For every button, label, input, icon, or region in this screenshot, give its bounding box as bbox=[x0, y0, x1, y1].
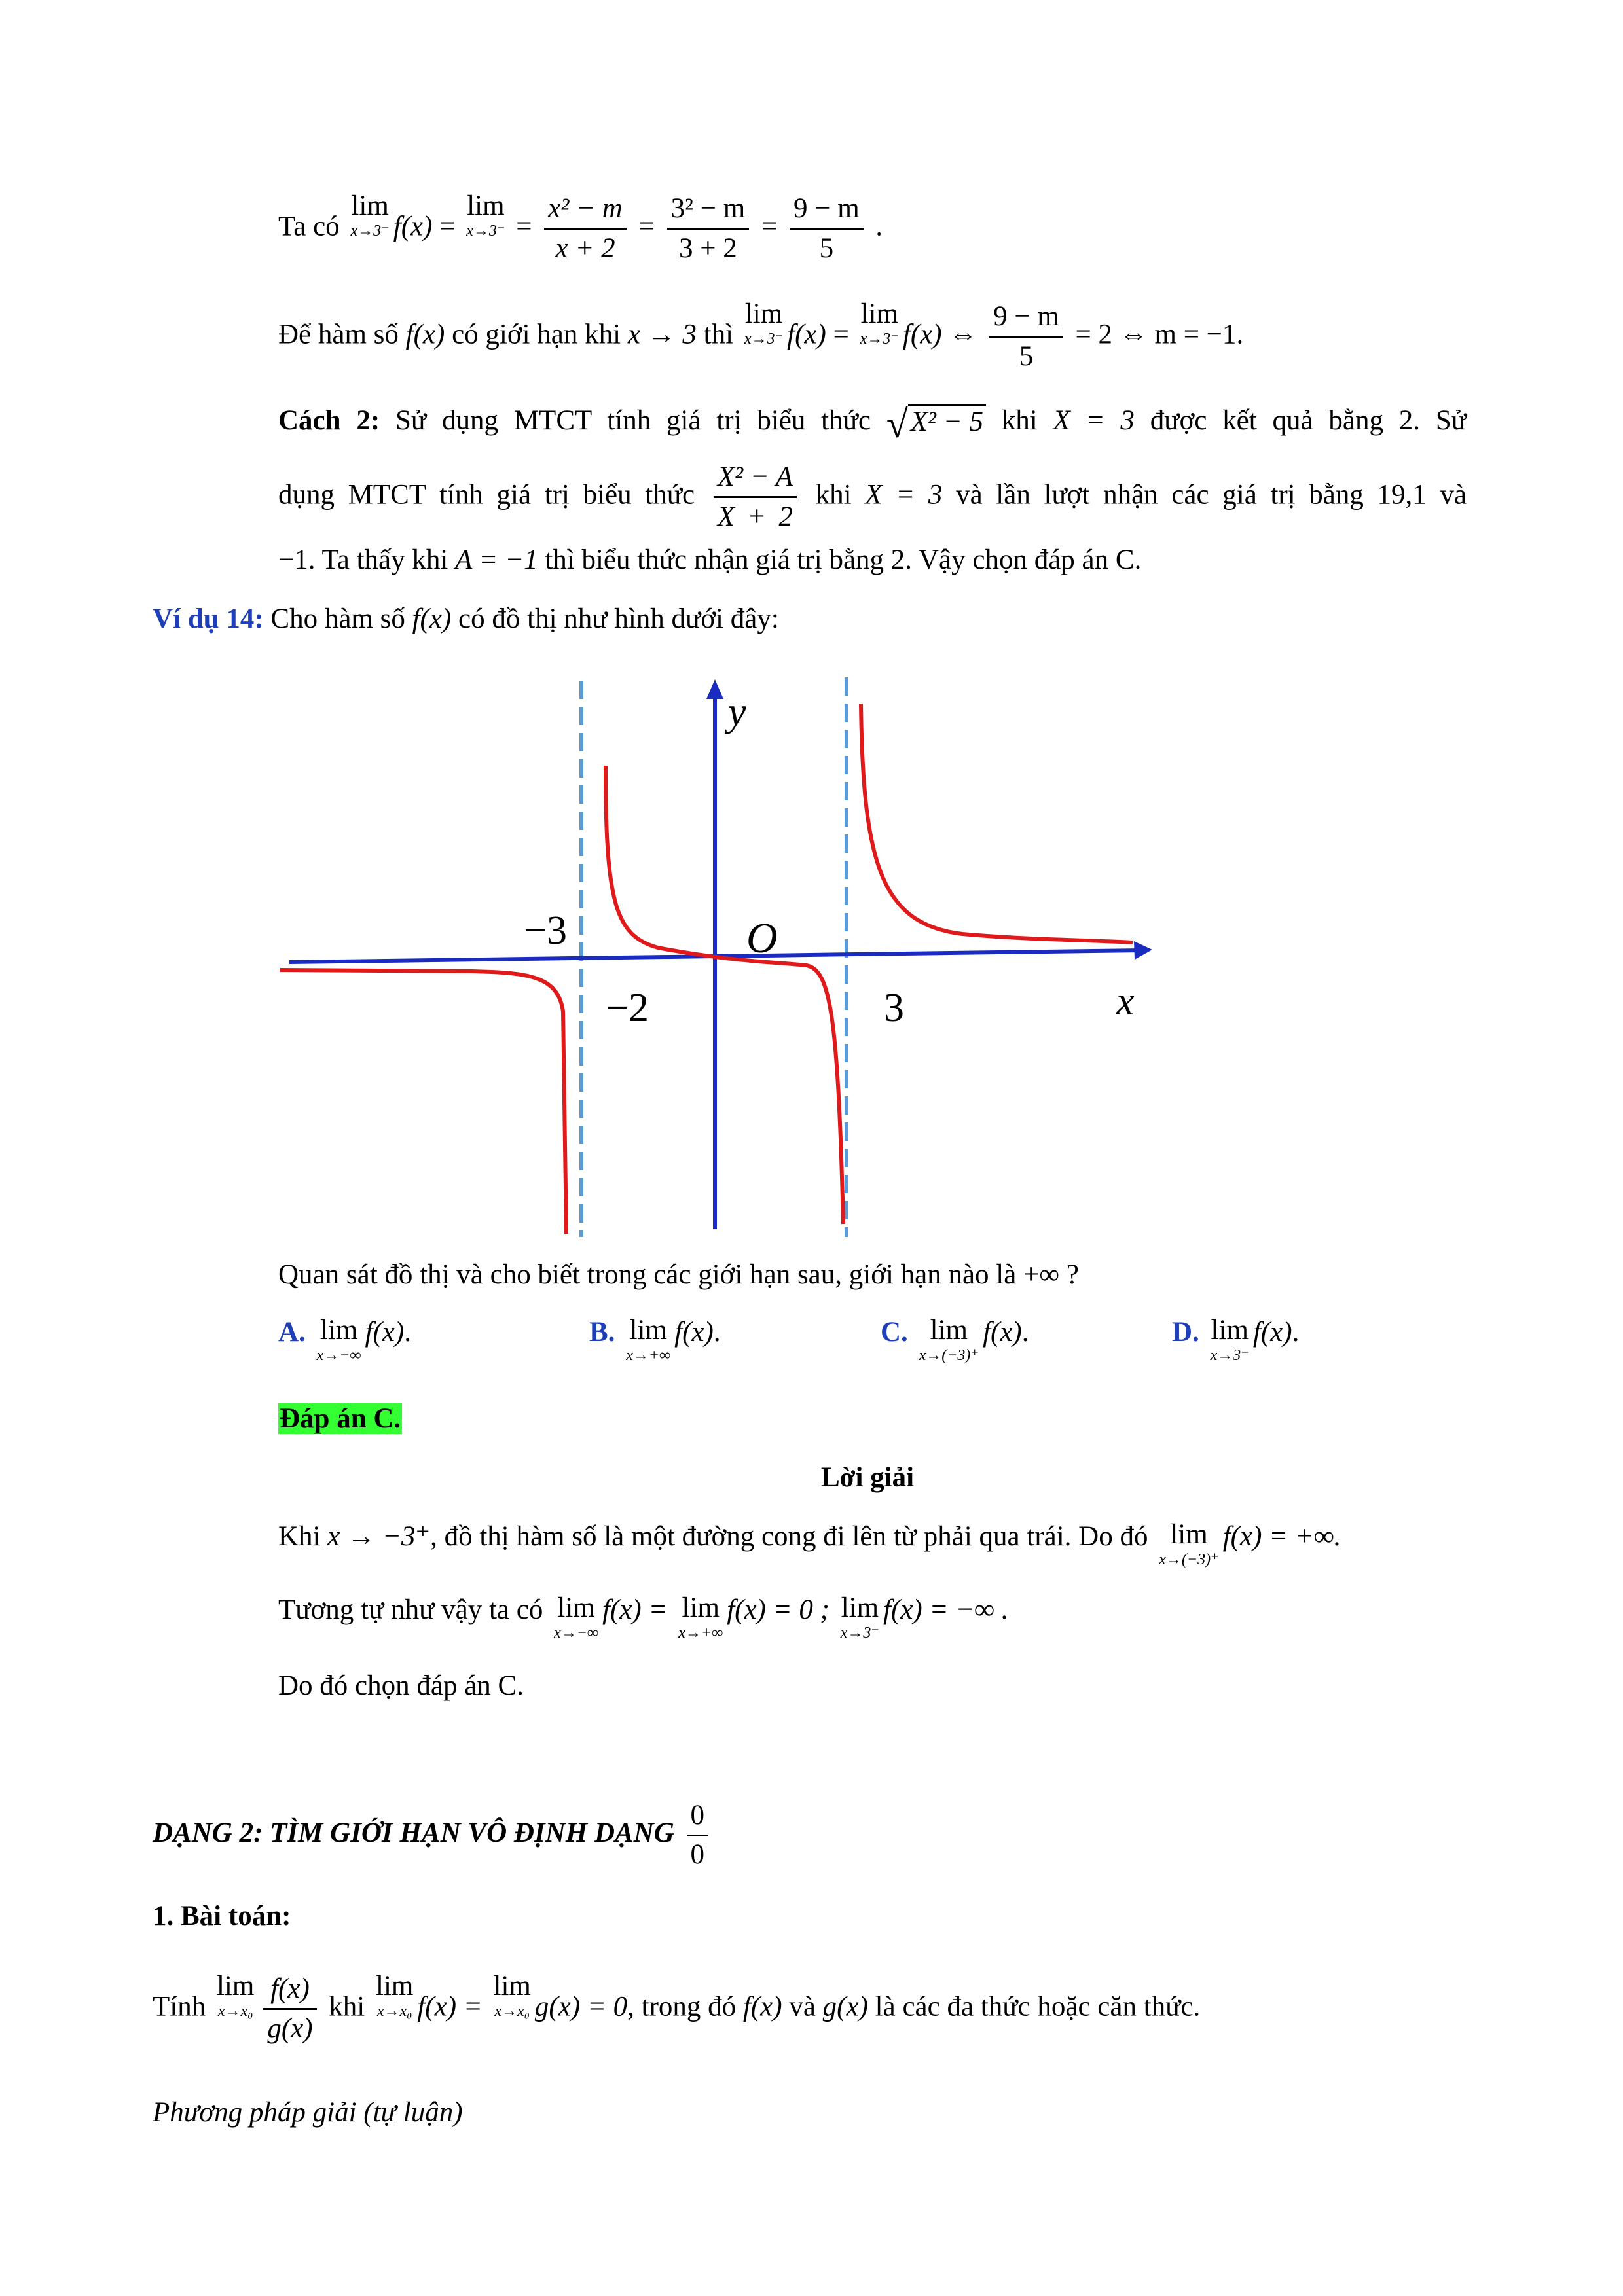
fraction: $\frac{9 - m}{5}$ bbox=[989, 298, 1063, 376]
option-a[interactable]: A. lim x→−∞ f(x). bbox=[278, 1315, 411, 1364]
x-axis-label: x bbox=[1116, 979, 1135, 1024]
solution-line-1: Khi x → −3⁺, đồ thị hàm số là một đường cong đi lên từ phải qua trái. Do đó lim x→(−3)⁺ f(x) = +∞. bbox=[278, 1519, 1341, 1568]
solution-line-3: Do đó chọn đáp án C. bbox=[278, 1670, 524, 1701]
fraction: $\frac{f(x)}{g(x)}$ bbox=[263, 1970, 316, 2048]
fraction: $\frac{\text{X² − A}}{X + 2}$ bbox=[714, 458, 797, 536]
problem-statement: Tính lim x→x₀ $\frac{f(x)}{g(x)}$ khi lim x→x₀ f(x) = lim x→x₀ g(x) = 0, trong đó f(x) và g(x) là các đa thức hoặc căn thức. bbox=[153, 1970, 1200, 2048]
question-text: Quan sát đồ thị và cho biết trong các giới hạn sau, giới hạn nào là +∞ ? bbox=[278, 1259, 1079, 1290]
example-14-heading: Ví dụ 14: Cho hàm số f(x) có đồ thị như hình dưới đây: bbox=[153, 603, 779, 634]
example-label: Ví dụ 14: bbox=[153, 603, 264, 634]
method-heading: Phương pháp giải (tự luận) bbox=[153, 2097, 463, 2128]
limit-computation-line: Ta có lim x→3⁻ f(x) = lim x→3⁻ = $\frac{\text{x² − m}}{x + 2}$ = $\frac{\text{3² − m}}{3 + 2}$ = $\frac{9 - m}{5}$ . bbox=[278, 190, 883, 268]
fraction: $\frac{\text{3² − m}}{3 + 2}$ bbox=[667, 190, 750, 268]
option-b[interactable]: B. lim x→+∞ f(x). bbox=[589, 1315, 721, 1364]
cach2-line-3: −1. Ta thấy khi A = −1 thì biểu thức nhận giá trị bằng 2. Vậy chọn đáp án C. bbox=[278, 545, 1142, 575]
tick-label-minus-2: −2 bbox=[606, 986, 649, 1030]
y-axis-label: y bbox=[728, 690, 746, 734]
fraction: $\frac{9 - m}{5}$ bbox=[790, 190, 864, 268]
fraction: $\frac{0}{0}$ bbox=[687, 1797, 709, 1874]
branch-right bbox=[861, 704, 1133, 942]
cach2-line: Cách 2: Sử dụng MTCT tính giá trị biểu thức √X² − 5 khi X = 3 được kết quả bằng 2. Sử bbox=[278, 402, 1467, 446]
option-d[interactable]: D. lim x→3⁻ f(x). bbox=[1172, 1315, 1300, 1364]
subsection-bai-toan: 1. Bài toán: bbox=[153, 1901, 291, 1931]
tick-label-3: 3 bbox=[884, 986, 904, 1030]
function-graph bbox=[275, 674, 1172, 1244]
branch-left bbox=[280, 970, 566, 1234]
y-axis-arrow bbox=[706, 679, 723, 699]
fraction: $\frac{\text{x² − m}}{x + 2}$ bbox=[544, 190, 627, 268]
option-c[interactable]: C. lim x→(−3)⁺ f(x). bbox=[881, 1315, 1029, 1364]
condition-line: Để hàm số f(x) có giới hạn khi x → 3 thì lim x→3⁻ f(x) = lim x→3⁻ f(x) ⇔ $\frac{9 - m}{5}$ = 2 ⇔ m = −1. bbox=[278, 298, 1243, 376]
solution-title: Lời giải bbox=[820, 1462, 915, 1493]
cach2-line-2: dụng MTCT tính giá trị biểu thức $\frac{\text{X² − A}}{X + 2}$ khi X = 3 và lần lượt nhận các giá trị bằng 19,1 và bbox=[278, 458, 1467, 536]
square-root: √X² − 5 bbox=[886, 404, 986, 442]
answer-badge: Đáp án C. bbox=[280, 1403, 401, 1434]
tick-label-minus-3: −3 bbox=[524, 908, 567, 953]
section-heading-dang-2: DẠNG 2: TÌM GIỚI HẠN VÔ ĐỊNH DẠNG $\frac{0}{0}$ bbox=[153, 1797, 714, 1874]
solution-line-2: Tương tự như vậy ta có lim x→−∞ f(x) = lim x→+∞ f(x) = 0 ; lim x→3⁻ f(x) = −∞ . bbox=[278, 1592, 1009, 1641]
x-axis-arrow bbox=[1134, 941, 1152, 960]
origin-label: O bbox=[746, 914, 778, 962]
